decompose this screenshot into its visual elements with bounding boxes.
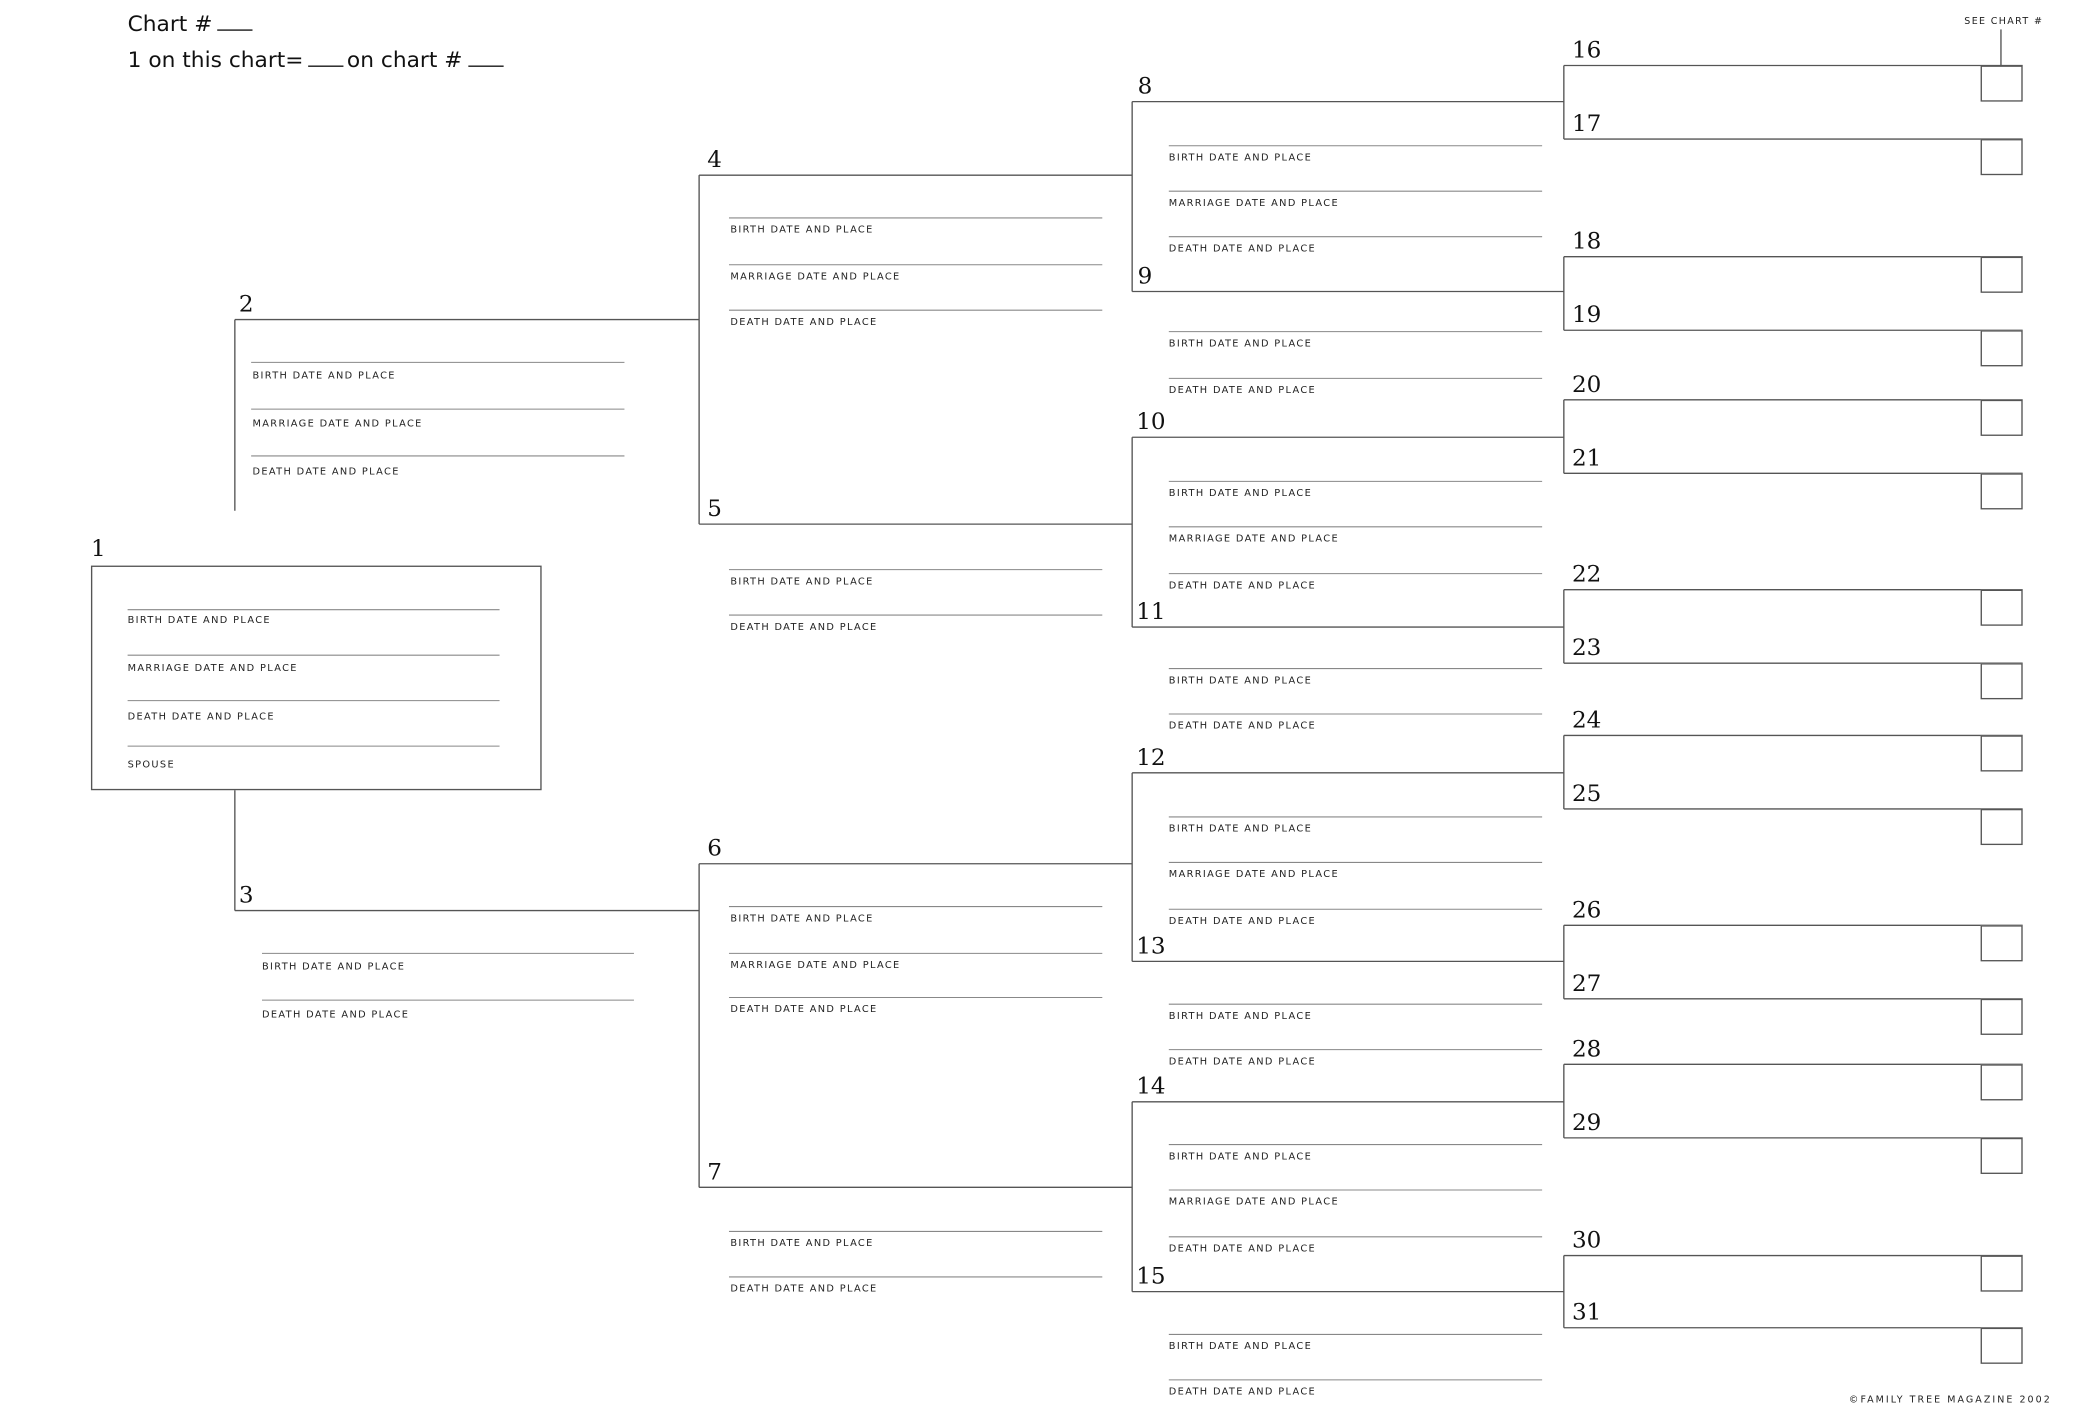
birth-label-7: BIRTH DATE AND PLACE <box>730 1236 874 1249</box>
death-label-6: DEATH DATE AND PLACE <box>730 1002 878 1015</box>
chart-number-label: Chart # <box>127 10 213 37</box>
death-label-5: DEATH DATE AND PLACE <box>730 620 878 633</box>
ancestor-number-22: 22 <box>1571 561 1602 589</box>
ancestor-number-1: 1 <box>90 536 106 563</box>
marriage-label-6: MARRIAGE DATE AND PLACE <box>730 958 901 971</box>
ancestor-number-30: 30 <box>1571 1227 1602 1255</box>
see-chart-box-16[interactable] <box>1981 66 2023 102</box>
marriage-label-8: MARRIAGE DATE AND PLACE <box>1168 196 1340 209</box>
ancestor-number-27: 27 <box>1571 970 1602 998</box>
ancestor-number-12: 12 <box>1136 744 1166 772</box>
chart-number-field <box>127 10 254 37</box>
death-label-4: DEATH DATE AND PLACE <box>730 315 878 328</box>
ancestor-number-23: 23 <box>1571 635 1602 662</box>
ancestor-number-7: 7 <box>707 1159 722 1187</box>
one-on-this-chart-blank[interactable] <box>308 49 343 66</box>
ancestor-number-29: 29 <box>1571 1109 1602 1137</box>
birth-label-3: BIRTH DATE AND PLACE <box>261 960 406 973</box>
ancestor-number-17: 17 <box>1571 110 1602 138</box>
birth-label-8: BIRTH DATE AND PLACE <box>1168 151 1313 164</box>
birth-label-4: BIRTH DATE AND PLACE <box>730 223 874 236</box>
see-chart-box-25[interactable] <box>1981 809 2023 845</box>
ancestor-number-5: 5 <box>707 496 722 523</box>
ancestor-number-6: 6 <box>707 835 722 863</box>
see-chart-box-24[interactable] <box>1981 735 2023 771</box>
see-chart-box-21[interactable] <box>1981 473 2023 509</box>
birth-label-2: BIRTH DATE AND PLACE <box>252 369 396 382</box>
see-chart-box-27[interactable] <box>1981 999 2023 1035</box>
death-label-7: DEATH DATE AND PLACE <box>730 1282 878 1295</box>
continuation-field <box>127 46 504 73</box>
marriage-label-2: MARRIAGE DATE AND PLACE <box>252 417 423 430</box>
ancestor-number-2: 2 <box>238 291 254 319</box>
ancestor-number-11: 11 <box>1136 599 1166 626</box>
ancestor-number-26: 26 <box>1571 897 1602 924</box>
ancestor-number-21: 21 <box>1571 445 1602 472</box>
ancestor-number-28: 28 <box>1571 1036 1602 1063</box>
ancestor-number-20: 20 <box>1571 371 1602 399</box>
ancestor-number-24: 24 <box>1571 707 1602 735</box>
death-label-14: DEATH DATE AND PLACE <box>1168 1242 1317 1255</box>
ancestor-number-15: 15 <box>1136 1263 1166 1291</box>
death-label-15: DEATH DATE AND PLACE <box>1168 1385 1317 1398</box>
ancestor-number-10: 10 <box>1136 409 1166 436</box>
birth-label-12: BIRTH DATE AND PLACE <box>1168 822 1313 835</box>
death-label-13: DEATH DATE AND PLACE <box>1168 1054 1317 1068</box>
birth-label-10: BIRTH DATE AND PLACE <box>1168 486 1313 499</box>
birth-label-5: BIRTH DATE AND PLACE <box>730 574 874 587</box>
ancestor-number-25: 25 <box>1571 780 1602 808</box>
one-on-this-chart-label: 1 on this chart= <box>127 46 304 73</box>
marriage-label-14: MARRIAGE DATE AND PLACE <box>1168 1195 1340 1208</box>
ancestor-number-31: 31 <box>1571 1299 1602 1327</box>
ancestor-number-16: 16 <box>1571 37 1602 65</box>
birth-label-14: BIRTH DATE AND PLACE <box>1168 1149 1313 1162</box>
see-chart-box-26[interactable] <box>1981 925 2023 961</box>
death-label-2: DEATH DATE AND PLACE <box>252 465 400 478</box>
marriage-label-12: MARRIAGE DATE AND PLACE <box>1168 867 1340 880</box>
death-label-10: DEATH DATE AND PLACE <box>1168 578 1317 591</box>
spouse-label-1: SPOUSE <box>127 758 176 771</box>
see-chart-label: SEE CHART # <box>1964 16 2044 27</box>
ancestor-number-19: 19 <box>1571 302 1602 329</box>
birth-label-6: BIRTH DATE AND PLACE <box>730 911 874 924</box>
death-label-12: DEATH DATE AND PLACE <box>1168 914 1317 927</box>
birth-label-11: BIRTH DATE AND PLACE <box>1168 673 1313 686</box>
birth-label-15: BIRTH DATE AND PLACE <box>1168 1339 1313 1352</box>
ancestor-number-13: 13 <box>1136 933 1166 961</box>
see-chart-box-22[interactable] <box>1981 590 2023 626</box>
see-chart-box-17[interactable] <box>1981 139 2023 175</box>
chart-number-blank[interactable] <box>218 13 253 30</box>
death-label-3: DEATH DATE AND PLACE <box>261 1008 410 1021</box>
person-1-box <box>91 566 542 791</box>
birth-label-9: BIRTH DATE AND PLACE <box>1168 336 1313 349</box>
ancestor-number-14: 14 <box>1136 1073 1166 1101</box>
ancestor-number-9: 9 <box>1137 263 1153 291</box>
see-chart-box-29[interactable] <box>1981 1138 2023 1174</box>
death-label-8: DEATH DATE AND PLACE <box>1168 242 1317 255</box>
copyright: ©FAMILY TREE MAGAZINE 2002 <box>1848 1394 2052 1406</box>
death-label-11: DEATH DATE AND PLACE <box>1168 719 1317 732</box>
death-label-1: DEATH DATE AND PLACE <box>127 710 275 723</box>
death-label-9: DEATH DATE AND PLACE <box>1168 383 1317 396</box>
marriage-label-10: MARRIAGE DATE AND PLACE <box>1168 532 1340 545</box>
see-chart-box-23[interactable] <box>1981 663 2023 699</box>
see-chart-box-18[interactable] <box>1981 257 2023 293</box>
ancestor-number-8: 8 <box>1137 73 1153 101</box>
see-chart-box-28[interactable] <box>1981 1064 2023 1100</box>
birth-label-1: BIRTH DATE AND PLACE <box>127 613 271 626</box>
marriage-label-1: MARRIAGE DATE AND PLACE <box>127 661 298 674</box>
see-chart-box-30[interactable] <box>1981 1256 2023 1292</box>
marriage-label-4: MARRIAGE DATE AND PLACE <box>730 270 901 283</box>
see-chart-box-31[interactable] <box>1981 1328 2023 1364</box>
ancestor-number-3: 3 <box>238 882 254 910</box>
on-chart-blank[interactable] <box>468 49 503 66</box>
see-chart-box-20[interactable] <box>1981 400 2023 436</box>
ancestor-number-18: 18 <box>1571 228 1602 256</box>
see-chart-box-19[interactable] <box>1981 330 2023 366</box>
birth-label-13: BIRTH DATE AND PLACE <box>1168 1009 1313 1022</box>
ancestor-number-4: 4 <box>707 147 722 174</box>
on-chart-label: on chart # <box>346 46 463 73</box>
